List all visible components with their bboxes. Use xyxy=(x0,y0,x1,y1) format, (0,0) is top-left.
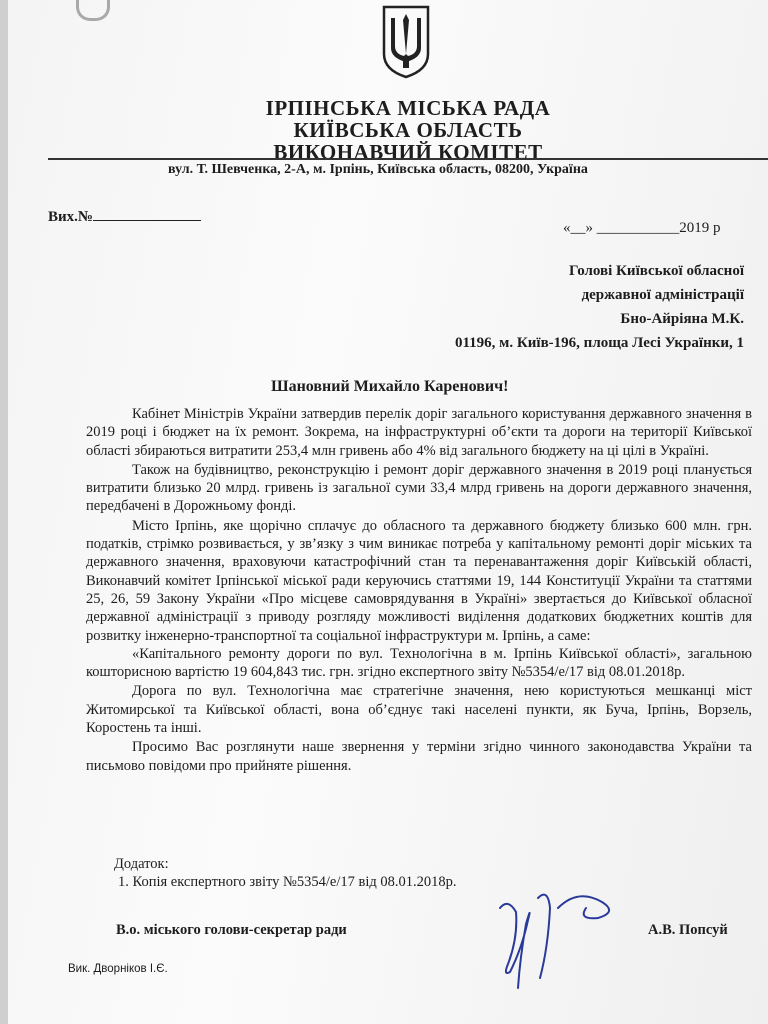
org-name-line3: ВИКОНАВЧИЙ КОМІТЕТ xyxy=(273,140,543,164)
outgoing-number xyxy=(48,208,201,226)
letter-body xyxy=(86,405,752,775)
recipient-block xyxy=(455,259,744,355)
header-rule xyxy=(48,158,768,160)
letter-date: «__» ___________2019 р xyxy=(563,220,721,236)
greeting: Шановний Михайло Каренович! xyxy=(271,378,509,395)
org-address: вул. Т. Шевченка, 2-А, м. Ірпінь, Київська область, 08200, Україна xyxy=(168,162,588,177)
body-paragraph: Кабінет Міністрів України затвердив перелік доріг загального користування державного значення в 2019 році і бюджет на їх ремонт. Зокрема, на інфраструктурні об’єкти та дороги на території Київської області збираються витратити 253,4 млн гривень або 4% від загального бюджету на ці цілі в Україні. xyxy=(86,406,752,459)
outgoing-number-blank xyxy=(93,208,201,221)
attachments-title: Додаток: xyxy=(114,856,169,872)
letter-sheet xyxy=(8,0,768,1024)
signer-role: В.о. міського голови-секретар ради xyxy=(116,922,347,938)
paper-clip xyxy=(76,0,110,21)
recipient-line: Голові Київської обласної xyxy=(568,263,744,279)
recipient-line: державної адміністрації xyxy=(581,287,744,303)
recipient-name: Бно-Айріяна М.К. xyxy=(620,311,744,327)
org-name-line2: КИЇВСЬКА ОБЛАСТЬ xyxy=(293,118,523,142)
body-paragraph: Дорога по вул. Технологічна має стратегічне значення, нею користуються мешканці міст Житомирської та Київської області, вона об’єднує такі населені пункти, як Буча, Ірпінь, Ворзель, Коростень та інші. xyxy=(86,683,752,737)
handwritten-signature xyxy=(478,868,638,1008)
trident-icon xyxy=(381,4,431,80)
signer-name: А.В. Попсуй xyxy=(648,922,728,938)
body-paragraph: Просимо Вас розглянути наше звернення у терміни згідно чинного законодавства України та письмово повідоми про прийняте рішення. xyxy=(86,739,752,774)
body-paragraph: «Капітального ремонту дороги по вул. Технологічна в м. Ірпінь Київської області», загальною кошторисною вартістю 19 604,843 тис. грн. згідно експертного звіту №5354/е/17 від 08.01.2018р. xyxy=(86,645,752,681)
org-name-line1: ІРПІНСЬКА МІСЬКА РАДА xyxy=(265,96,551,120)
body-paragraph: Також на будівництво, реконструкцію і ремонт доріг державного значення в 2019 році планується витратити близько 20 млрд. гривень із загальної суми 33,4 млрд гривень на дороги державного значення, передбачені в Дорожньому фонді. xyxy=(86,461,752,515)
recipient-address: 01196, м. Київ-196, площа Лесі Українки, 1 xyxy=(455,335,744,351)
outgoing-number-label: Вих.№ xyxy=(48,209,93,225)
attachment-item: 1. Копія експертного звіту №5354/е/17 від 08.01.2018р. xyxy=(118,874,457,890)
body-paragraph: Місто Ірпінь, яке щорічно сплачує до обласного та державного бюджету близько 600 млн. грн. податків, стрімко розвивається, у зв’язку з чим виникає потреба у капітальному ремонті доріг міських та державного значення, враховуючи катастрофічний стан та перенавантаження доріг Київській області, Виконавчий комітет Ірпінської міської ради керуючись статтями 19, 144 Конституції України та статтями 25, 26, 59 Закону України «Про місцеве самоврядування в Україні» звертається до Київської обласної державної адміністрації з приводу розгляду можливості виділення додаткових бюджетних коштів для розвитку інженерно-транспортної та соціальної інфраструктури м. Ірпінь, а саме: xyxy=(86,517,752,644)
executor-note: Вик. Дворніков І.Є. xyxy=(68,963,168,975)
